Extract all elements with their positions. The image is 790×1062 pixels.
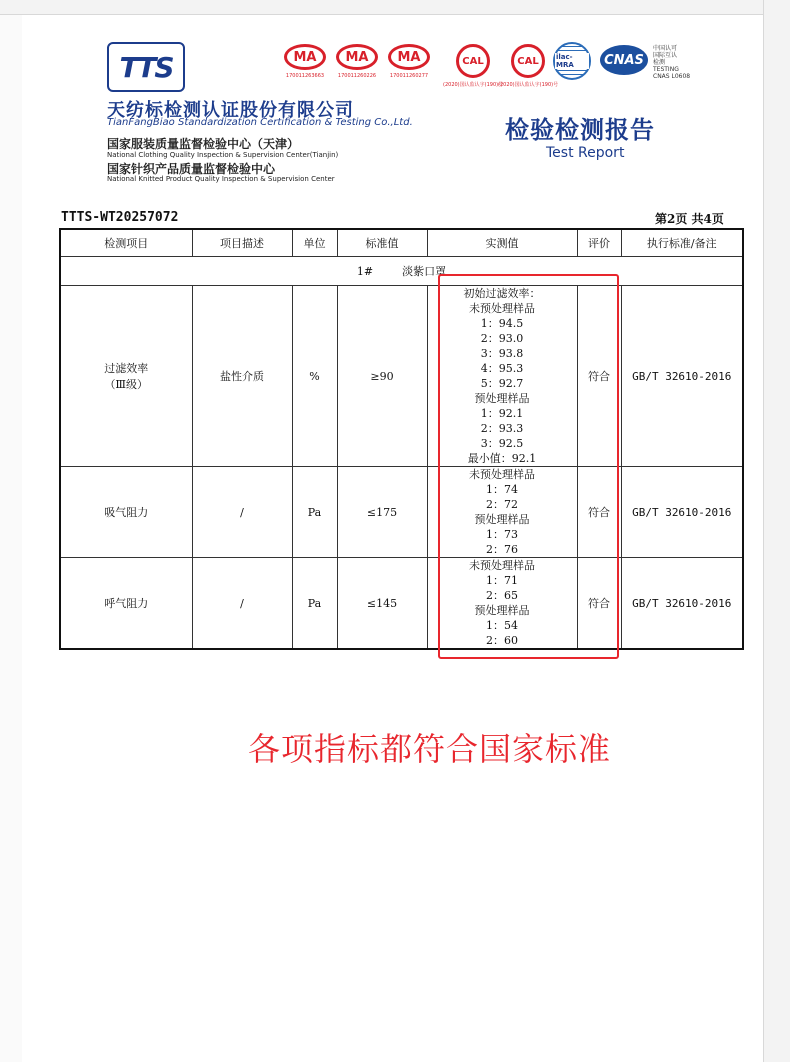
standard-cell: ≥90 (337, 286, 427, 467)
test-item-cell: 呼气阻力 (60, 558, 192, 650)
cma-logo-icon: MA (336, 44, 378, 70)
description-cell: / (192, 558, 292, 650)
tts-logo (107, 42, 185, 92)
table-row (60, 286, 743, 467)
description-cell: / (192, 467, 292, 558)
test-item-name: 过滤效率 (104, 362, 149, 375)
sample-number: 1# (356, 265, 374, 278)
page-shadow-left (0, 0, 22, 1062)
company-name-en: TianFangBiao Standardization Certification & Testing Co.,Ltd. (107, 117, 413, 128)
table-row (60, 558, 743, 650)
page-number: 第2页 共4页 (655, 212, 724, 226)
clothing-center-cn: 国家服装质量监督检验中心（天津） (107, 137, 300, 151)
cal-logo-icon: CAL (456, 44, 490, 78)
page-frame-top (0, 0, 790, 15)
unit-cell: Pa (292, 558, 337, 650)
header-test-item: 检测项目 (60, 229, 192, 257)
cnas-logo-text: CNAS (604, 52, 644, 68)
tts-logo-text: TTS (119, 50, 173, 84)
cal-logo-icon: CAL (511, 44, 545, 78)
method-cell: GB/T 32610-2016 (621, 558, 743, 650)
cma-logo-icon: MA (388, 44, 430, 70)
description-cell: 盐性介质 (192, 286, 292, 467)
header-measured-value: 实测值 (427, 229, 577, 257)
standard-cell: ≤175 (337, 467, 427, 558)
conclusion-text: 各项指标都符合国家标准 (248, 730, 612, 768)
header-description: 项目描述 (192, 229, 292, 257)
cnas-caption-line: 中国认可 (653, 45, 678, 52)
cma-logo-icon: MA (284, 44, 326, 70)
table-row (60, 467, 743, 558)
cert-number: 170011260226 (337, 73, 377, 79)
evaluation-cell: 符合 (577, 286, 621, 467)
header-evaluation: 评价 (577, 229, 621, 257)
page-frame-right (763, 0, 790, 1062)
cnas-caption (653, 45, 690, 80)
test-item-grade: （Ⅲ级） (104, 378, 149, 391)
cnas-caption-line: TESTING (653, 66, 679, 73)
test-results-table (59, 228, 744, 650)
cert-number: (2020)国认监认字(190)号 (443, 82, 504, 88)
company-name-cn: 天纺标检测认证股份有限公司 (107, 100, 354, 121)
cnas-logo (600, 45, 648, 75)
cnas-caption-line: 国际互认 (653, 52, 678, 59)
method-cell: GB/T 32610-2016 (621, 286, 743, 467)
knitted-center-en: National Knitted Product Quality Inspection & Supervision Center (107, 175, 335, 183)
cal-cert-1 (443, 44, 503, 88)
test-item-cell (60, 286, 192, 467)
measured-cell: 未预处理样品 1：71 2：65 预处理样品 1：54 2：60 (427, 558, 577, 650)
report-title-en: Test Report (546, 145, 625, 161)
cert-number: (2020)国认监认字(190)号 (498, 82, 559, 88)
evaluation-cell: 符合 (577, 467, 621, 558)
sample-row (60, 257, 743, 286)
ilac-mra-globe-icon (553, 42, 591, 80)
unit-cell: % (292, 286, 337, 467)
ilac-label: ilac-MRA (555, 53, 589, 69)
table-header-row (60, 229, 743, 257)
method-cell: GB/T 32610-2016 (621, 467, 743, 558)
evaluation-cell: 符合 (577, 558, 621, 650)
report-number: TTTS-WT20257072 (61, 210, 179, 225)
cal-cert-2 (498, 44, 558, 88)
standard-cell: ≤145 (337, 558, 427, 650)
unit-cell: Pa (292, 467, 337, 558)
test-item-cell: 吸气阻力 (60, 467, 192, 558)
measured-cell: 初始过滤效率： 未预处理样品 1：94.5 2：93.0 3：93.8 4：95.3 5：92.7 预处理样品 1：92.1 2：93.3 3：92.5 最小值：92.1 (427, 286, 577, 467)
header-method-remarks: 执行标准/备注 (621, 229, 743, 257)
clothing-center-en: National Clothing Quality Inspection & Supervision Center(Tianjin) (107, 151, 339, 159)
header-standard-value: 标准值 (337, 229, 427, 257)
measured-cell: 未预处理样品 1：74 2：72 预处理样品 1：73 2：76 (427, 467, 577, 558)
sample-cell (60, 257, 743, 286)
knitted-center-cn: 国家针织产品质量监督检验中心 (107, 162, 276, 176)
report-title-cn: 检验检测报告 (505, 116, 655, 144)
cma-cert-1 (284, 44, 326, 79)
header-unit: 单位 (292, 229, 337, 257)
cnas-caption-line: CNAS L0608 (653, 73, 691, 80)
cert-number: 170011260277 (389, 73, 429, 79)
sample-name: 淡紫口罩 (402, 265, 447, 278)
cnas-caption-line: 检测 (653, 59, 666, 66)
cma-cert-3 (388, 44, 430, 79)
cert-number: 170011263663 (285, 73, 325, 79)
cma-cert-2 (336, 44, 378, 79)
